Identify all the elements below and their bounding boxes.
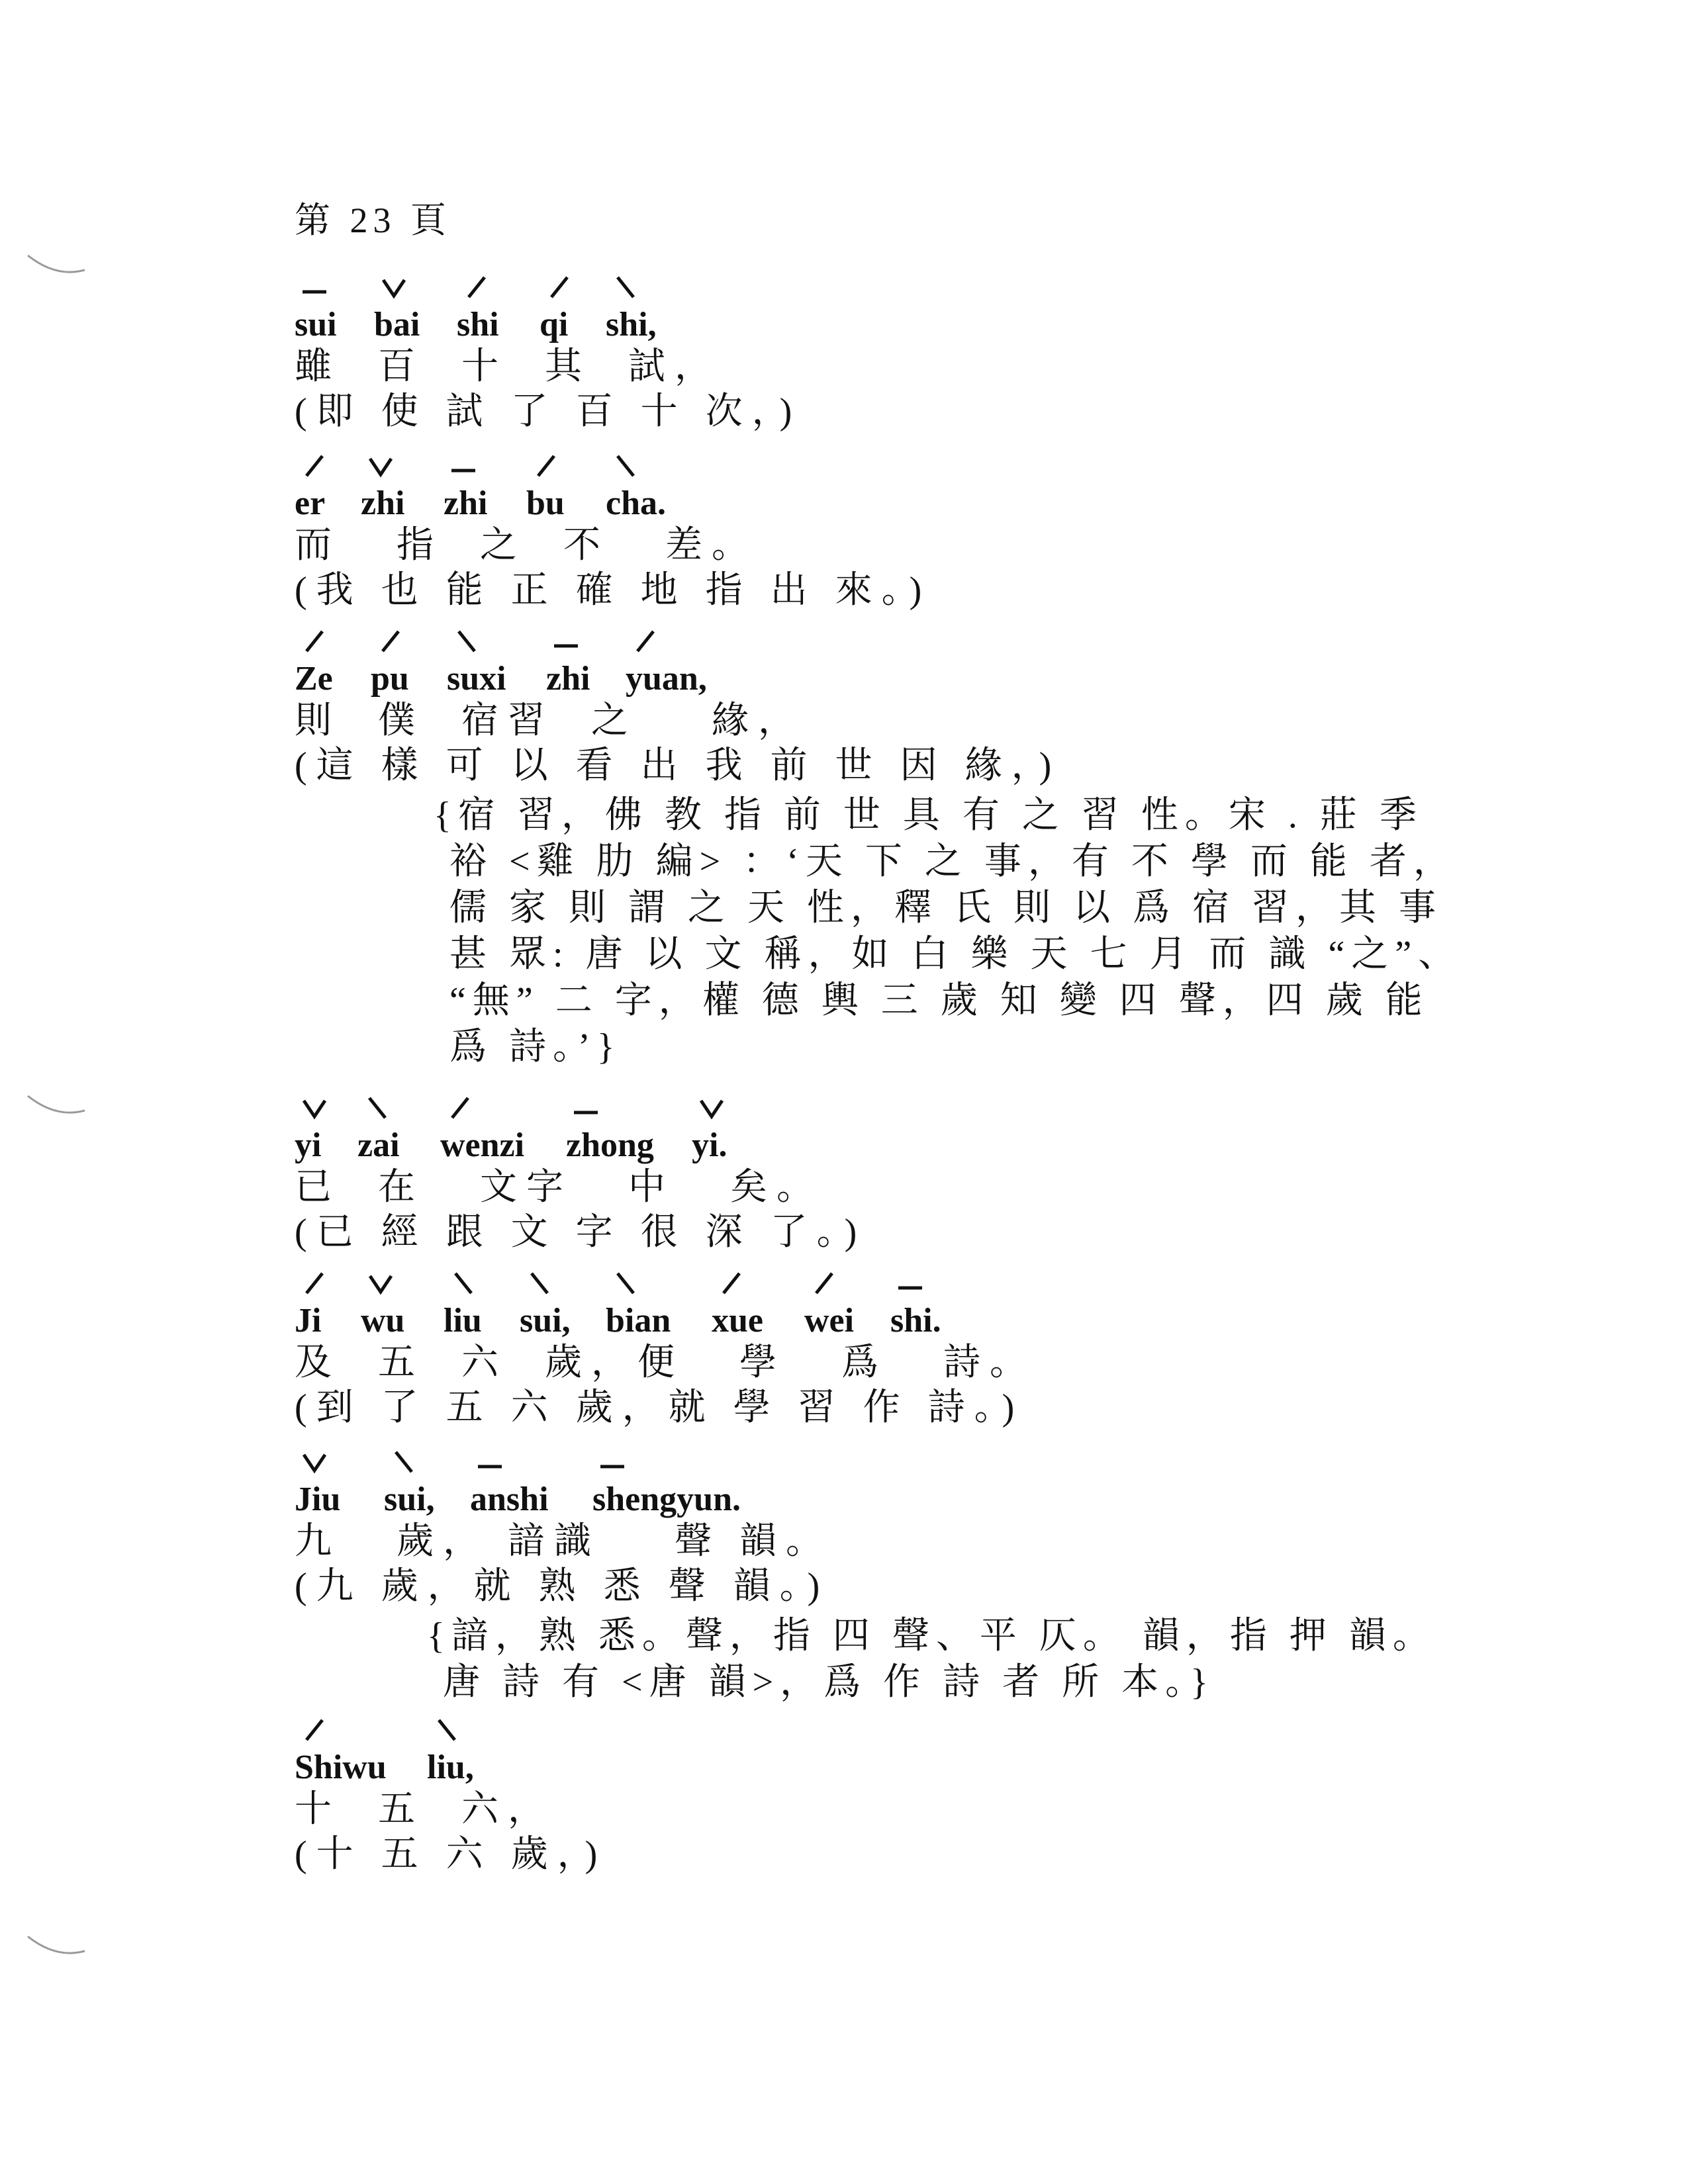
tone-mark-icon bbox=[571, 1091, 600, 1120]
note-line: “無” 二 字，權 德 輿 三 歲 知 變 四 聲，四 歲 能 bbox=[434, 980, 1429, 1021]
stanza-5 bbox=[295, 1241, 1585, 1430]
tone-mark-icon bbox=[545, 271, 574, 300]
tone-mark-icon bbox=[445, 1091, 475, 1120]
note-line: 唐 詩 有 <唐 韻>，爲 作 詩 者 所 本。} bbox=[427, 1662, 1215, 1703]
pinyin-syllable: Jiu bbox=[295, 1480, 340, 1519]
pinyin-line bbox=[295, 245, 1585, 344]
pinyin-syllable: Ji bbox=[295, 1301, 321, 1340]
pinyin-syllable: bai bbox=[374, 305, 420, 344]
gloss-line: (十 五 六 歲，) bbox=[295, 1834, 607, 1875]
pinyin-syllable: zhi bbox=[444, 484, 487, 523]
tone-mark-icon bbox=[389, 1445, 418, 1475]
tone-mark-icon bbox=[366, 449, 395, 478]
tone-mark-icon bbox=[449, 449, 478, 478]
tone-mark-icon bbox=[366, 1267, 395, 1296]
pinyin-syllable: zhi bbox=[361, 484, 404, 523]
tone-mark-icon bbox=[432, 1713, 461, 1743]
pinyin-syllable: xue bbox=[712, 1301, 763, 1340]
tone-mark-icon bbox=[379, 271, 408, 300]
tone-mark-icon bbox=[462, 271, 491, 300]
punch-hole-mark bbox=[26, 1933, 86, 1956]
tone-mark-icon bbox=[363, 1091, 392, 1120]
hanzi-line: 九 歲， 諳識 聲 韻。 bbox=[295, 1521, 832, 1562]
hanzi-line: 十 五 六， bbox=[295, 1789, 554, 1830]
pinyin-line bbox=[295, 599, 1585, 698]
pinyin-syllable: liu, bbox=[427, 1748, 474, 1787]
pinyin-syllable: Ze bbox=[295, 659, 333, 698]
pinyin-syllable: shi bbox=[457, 305, 499, 344]
tone-mark-icon bbox=[300, 625, 329, 654]
stanza-1 bbox=[295, 245, 1585, 434]
hanzi-line: 而 指 之 不 差。 bbox=[295, 525, 758, 566]
pinyin-line bbox=[295, 1241, 1585, 1340]
hanzi-line: 則 僕 宿習 之 緣， bbox=[295, 700, 804, 741]
note-line: {諳，熟 悉。聲，指 四 聲、平 仄。 韻，指 押 韻。 bbox=[427, 1615, 1436, 1657]
tone-mark-icon bbox=[300, 271, 329, 300]
tone-mark-icon bbox=[449, 1267, 478, 1296]
pinyin-syllable: shi, bbox=[606, 305, 657, 344]
tone-mark-icon bbox=[598, 1445, 627, 1475]
pinyin-syllable: suxi bbox=[447, 659, 506, 698]
tone-mark-icon bbox=[376, 625, 405, 654]
tone-mark-icon bbox=[300, 1445, 329, 1475]
hanzi-line: 雖 百 十 其 試， bbox=[295, 346, 721, 387]
stanza-2 bbox=[295, 424, 1585, 613]
pinyin-syllable: liu bbox=[444, 1301, 482, 1340]
pinyin-syllable: bu bbox=[526, 484, 565, 523]
hanzi-line: 及 五 六 歲，便 學 爲 詩。 bbox=[295, 1342, 1036, 1383]
gloss-line: (到 了 五 六 歲，就 學 習 作 詩。) bbox=[295, 1387, 1024, 1428]
pinyin-syllable: wenzi bbox=[440, 1126, 524, 1165]
pinyin-syllable: sui, bbox=[520, 1301, 571, 1340]
tone-mark-icon bbox=[611, 449, 640, 478]
page-header: 第 23 頁 bbox=[295, 201, 451, 240]
stanza-7 bbox=[295, 1688, 1585, 1877]
tone-mark-icon bbox=[611, 271, 640, 300]
annotation-note bbox=[295, 792, 1585, 1070]
gloss-line: (已 經 跟 文 字 很 深 了。) bbox=[295, 1212, 867, 1253]
tone-mark-icon bbox=[896, 1267, 925, 1296]
pinyin-syllable: qi bbox=[539, 305, 568, 344]
note-line: 裕 <雞 肋 編> ：‘天 下 之 事，有 不 學 而 能 者， bbox=[434, 841, 1457, 882]
pinyin-syllable: sui, bbox=[384, 1480, 435, 1519]
gloss-line: (我 也 能 正 確 地 指 出 來。) bbox=[295, 570, 931, 611]
pinyin-syllable: bian bbox=[606, 1301, 671, 1340]
stanza-6 bbox=[295, 1420, 1585, 1706]
pinyin-syllable: yi. bbox=[692, 1126, 727, 1165]
punch-hole-mark bbox=[26, 251, 86, 275]
tone-mark-icon bbox=[717, 1267, 746, 1296]
note-line: 甚 眾: 唐 以 文 稱，如 白 樂 天 七 月 而 識 “之”、 bbox=[434, 934, 1462, 975]
tone-mark-icon bbox=[452, 625, 481, 654]
tone-mark-icon bbox=[611, 1267, 640, 1296]
stanza-4 bbox=[295, 1066, 1585, 1255]
pinyin-syllable: yuan, bbox=[626, 659, 707, 698]
pinyin-syllable: wu bbox=[361, 1301, 404, 1340]
pinyin-line bbox=[295, 1420, 1585, 1519]
gloss-line: (即 使 試 了 百 十 次，) bbox=[295, 391, 802, 432]
gloss-line: (九 歲，就 熟 悉 聲 韻。) bbox=[295, 1566, 829, 1607]
pinyin-line bbox=[295, 1066, 1585, 1165]
pinyin-syllable: pu bbox=[371, 659, 409, 698]
tone-mark-icon bbox=[551, 625, 581, 654]
tone-mark-icon bbox=[631, 625, 660, 654]
tone-mark-icon bbox=[300, 1267, 329, 1296]
pinyin-syllable: zhong bbox=[566, 1126, 654, 1165]
pinyin-line bbox=[295, 1688, 1585, 1787]
pinyin-syllable: zhi bbox=[546, 659, 590, 698]
punch-hole-mark bbox=[26, 1092, 86, 1116]
pinyin-syllable: anshi bbox=[470, 1480, 549, 1519]
pinyin-line bbox=[295, 424, 1585, 523]
hanzi-line: 已 在 文字 中 矣。 bbox=[295, 1167, 823, 1208]
pinyin-syllable: wei bbox=[804, 1301, 854, 1340]
pinyin-syllable: zai bbox=[357, 1126, 400, 1165]
tone-mark-icon bbox=[300, 1713, 329, 1743]
pinyin-syllable: cha. bbox=[606, 484, 666, 523]
stanza-3 bbox=[295, 599, 1585, 1070]
gloss-line: (這 樣 可 以 看 出 我 前 世 因 緣，) bbox=[295, 745, 1061, 786]
pinyin-syllable: sui bbox=[295, 305, 337, 344]
tone-mark-icon bbox=[300, 1091, 329, 1120]
tone-mark-icon bbox=[475, 1445, 504, 1475]
pinyin-syllable: er bbox=[295, 484, 325, 523]
pinyin-syllable: shi. bbox=[890, 1301, 941, 1340]
note-line: 儒 家 則 謂 之 天 性，釋 氏 則 以 爲 宿 習，其 事 bbox=[434, 887, 1442, 929]
tone-mark-icon bbox=[525, 1267, 554, 1296]
pinyin-syllable: yi bbox=[295, 1126, 321, 1165]
pinyin-syllable: Shiwu bbox=[295, 1748, 387, 1787]
tone-mark-icon bbox=[697, 1091, 726, 1120]
note-line: 爲 詩。’} bbox=[434, 1026, 622, 1068]
tone-mark-icon bbox=[532, 449, 561, 478]
tone-mark-icon bbox=[810, 1267, 839, 1296]
tone-mark-icon bbox=[300, 449, 329, 478]
note-line: {宿 習，佛 教 指 前 世 具 有 之 習 性。宋 . 莊 季 bbox=[434, 795, 1423, 836]
pinyin-syllable: shengyun. bbox=[592, 1480, 741, 1519]
